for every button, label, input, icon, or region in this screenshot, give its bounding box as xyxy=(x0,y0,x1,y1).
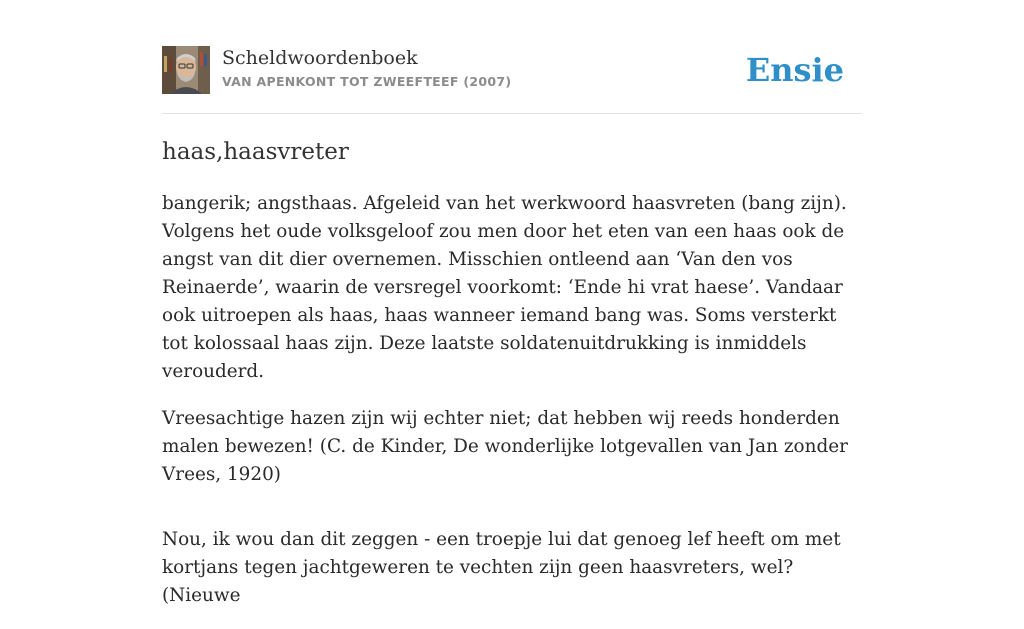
header-divider xyxy=(162,113,862,114)
ensie-logo[interactable]: Ensie xyxy=(745,51,844,89)
author-avatar xyxy=(162,46,210,94)
entry-quote-1: Vreesachtige hazen zijn wij echter niet; dat hebben wij reeds honderden malen bewezen! (C. de Kinder, De wonderlijke lotgevallen van Jan zonder Vrees, 1920) xyxy=(162,408,848,485)
entry-content xyxy=(162,190,867,629)
entry-term: haas,haasvreter xyxy=(162,139,349,165)
entry-quote-2: Nou, ik wou dan dit zeggen - een troepje lui dat genoeg lef heeft om met kortjans tegen jachtgeweren te vechten zijn geen haasvreters, wel? (Nieuwe xyxy=(162,529,841,606)
source-title[interactable]: Scheldwoordenboek xyxy=(222,47,418,69)
source-header xyxy=(162,46,862,96)
entry-definition: bangerik; angsthaas. Afgeleid van het werkwoord haasvreten (bang zijn). Volgens het oude volksgeloof zou men door het eten van een haas ook de angst van dit dier overnemen. Misschien ontleend aan ‘Van den vos Reinaerde’, waarin de versregel voorkomt: ‘Ende hi vrat haese’. Vandaar ook uitroepen als haas, haas wanneer iemand bang was. Soms versterkt tot kolossaal haas zijn. Deze laatste soldatenuitdrukking is inmiddels verouderd. xyxy=(162,193,847,382)
source-subtitle: VAN APENKONT TOT ZWEEFTEEF (2007) xyxy=(222,74,512,89)
